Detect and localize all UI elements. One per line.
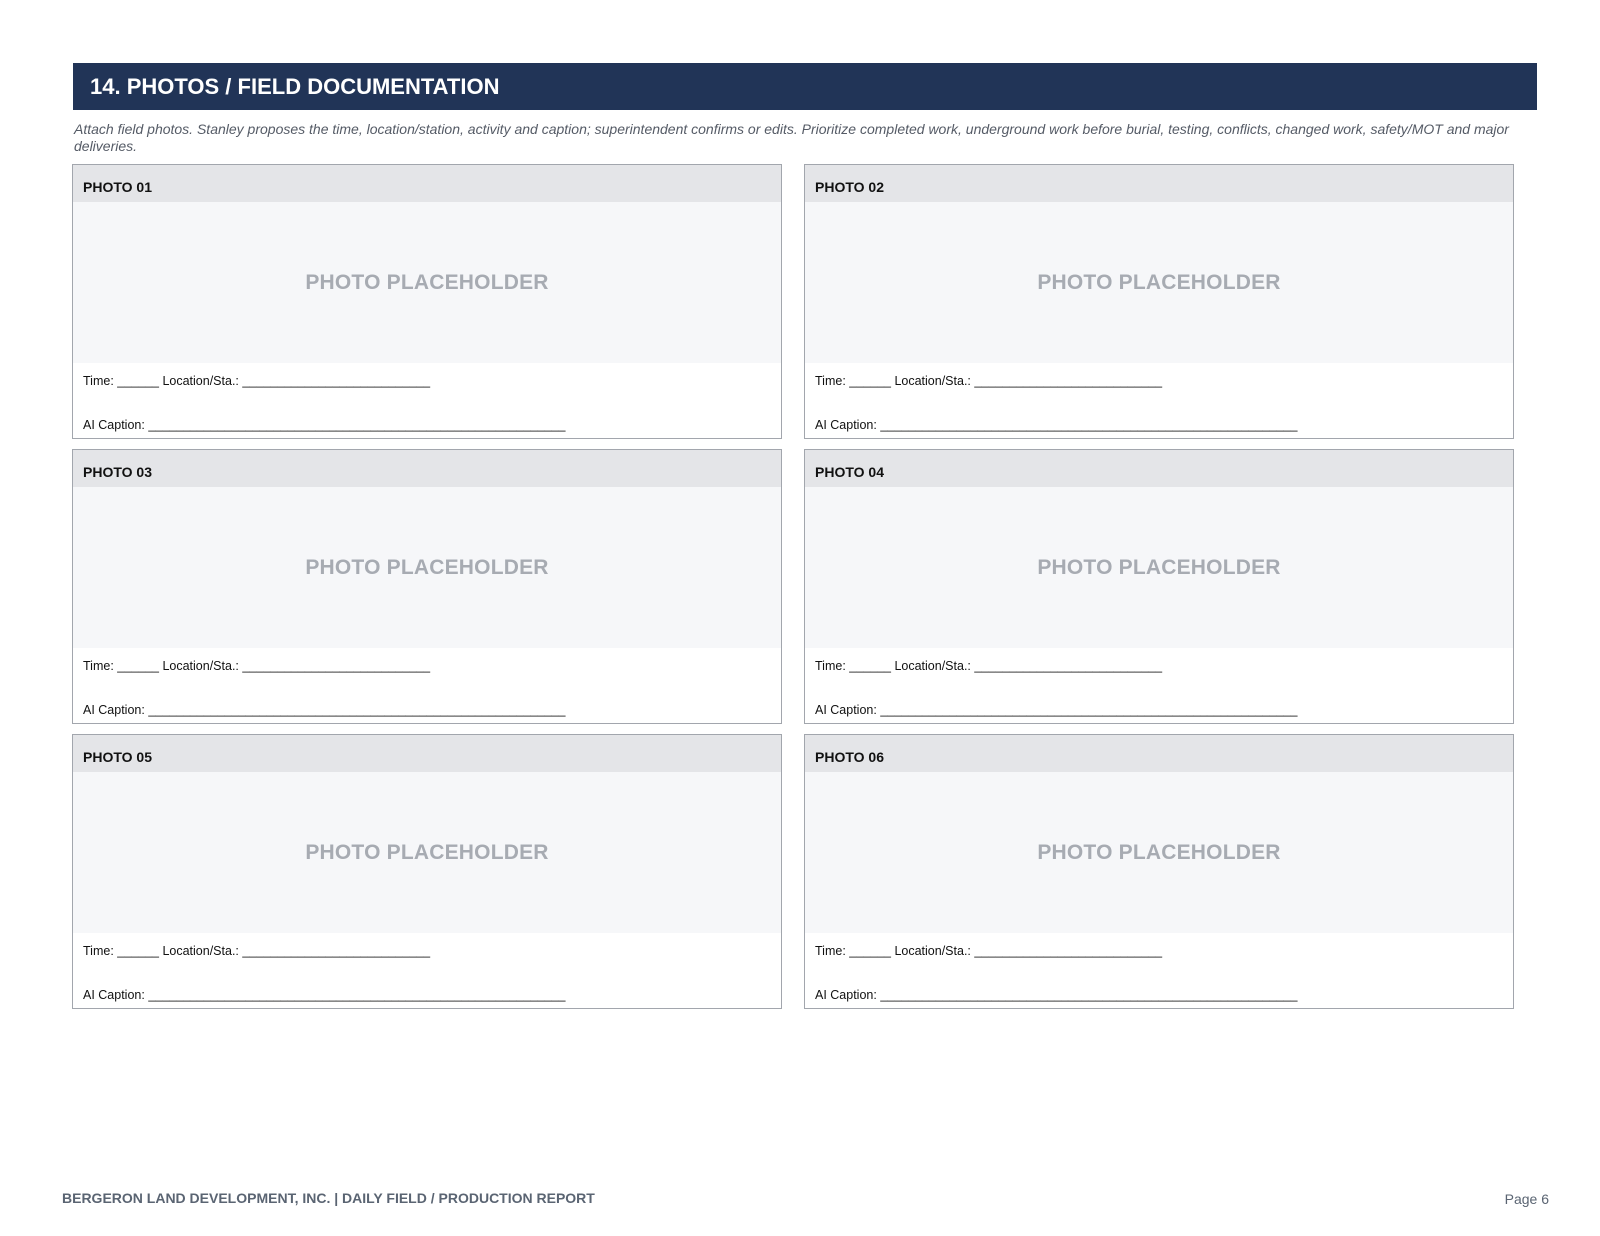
photo-card [804,734,1514,1009]
time-location-field[interactable]: Time: ______ Location/Sta.: ___________________________ [815,944,1163,958]
photo-drop-area[interactable] [73,202,781,363]
photo-placeholder-text: PHOTO PLACEHOLDER [305,840,549,864]
photo-placeholder-text: PHOTO PLACEHOLDER [1037,840,1281,864]
photo-drop-area[interactable] [805,202,1513,363]
photo-placeholder-text: PHOTO PLACEHOLDER [305,270,549,294]
photo-drop-area[interactable] [73,772,781,933]
time-location-field[interactable]: Time: ______ Location/Sta.: ___________________________ [83,659,431,673]
photo-label: PHOTO 05 [73,735,781,772]
ai-caption-field[interactable]: AI Caption: ____________________________________________________________ [83,703,566,717]
photo-card [72,734,782,1009]
footer-company-report: BERGERON LAND DEVELOPMENT, INC. | DAILY FIELD / PRODUCTION REPORT [62,1190,595,1206]
photo-drop-area[interactable] [73,487,781,648]
section-title: 14. PHOTOS / FIELD DOCUMENTATION [73,63,1537,110]
section-intro: Attach field photos. Stanley proposes the time, location/station, activity and caption; superintendent confirms or edits. Prioritize completed work, underground work before burial, testing, conflicts, changed work, safety/MOT and major deliveries. [74,121,1509,154]
photo-drop-area[interactable] [805,772,1513,933]
photo-card [72,449,782,724]
ai-caption-field[interactable]: AI Caption: ____________________________________________________________ [83,418,566,432]
photo-label: PHOTO 01 [73,165,781,202]
photo-drop-area[interactable] [805,487,1513,648]
page-number: Page 6 [1504,1191,1549,1207]
photo-label: PHOTO 06 [805,735,1513,772]
ai-caption-field[interactable]: AI Caption: ____________________________________________________________ [815,988,1298,1002]
time-location-field[interactable]: Time: ______ Location/Sta.: ___________________________ [83,374,431,388]
time-location-field[interactable]: Time: ______ Location/Sta.: ___________________________ [815,659,1163,673]
photo-placeholder-text: PHOTO PLACEHOLDER [1037,270,1281,294]
photo-placeholder-text: PHOTO PLACEHOLDER [1037,555,1281,579]
photo-card [804,164,1514,439]
photo-label: PHOTO 04 [805,450,1513,487]
photo-label: PHOTO 02 [805,165,1513,202]
photo-card [804,449,1514,724]
photo-label: PHOTO 03 [73,450,781,487]
ai-caption-field[interactable]: AI Caption: ____________________________________________________________ [815,703,1298,717]
photo-placeholder-text: PHOTO PLACEHOLDER [305,555,549,579]
time-location-field[interactable]: Time: ______ Location/Sta.: ___________________________ [83,944,431,958]
photo-grid [72,164,1514,1009]
ai-caption-field[interactable]: AI Caption: ____________________________________________________________ [83,988,566,1002]
photo-card [72,164,782,439]
time-location-field[interactable]: Time: ______ Location/Sta.: ___________________________ [815,374,1163,388]
ai-caption-field[interactable]: AI Caption: ____________________________________________________________ [815,418,1298,432]
